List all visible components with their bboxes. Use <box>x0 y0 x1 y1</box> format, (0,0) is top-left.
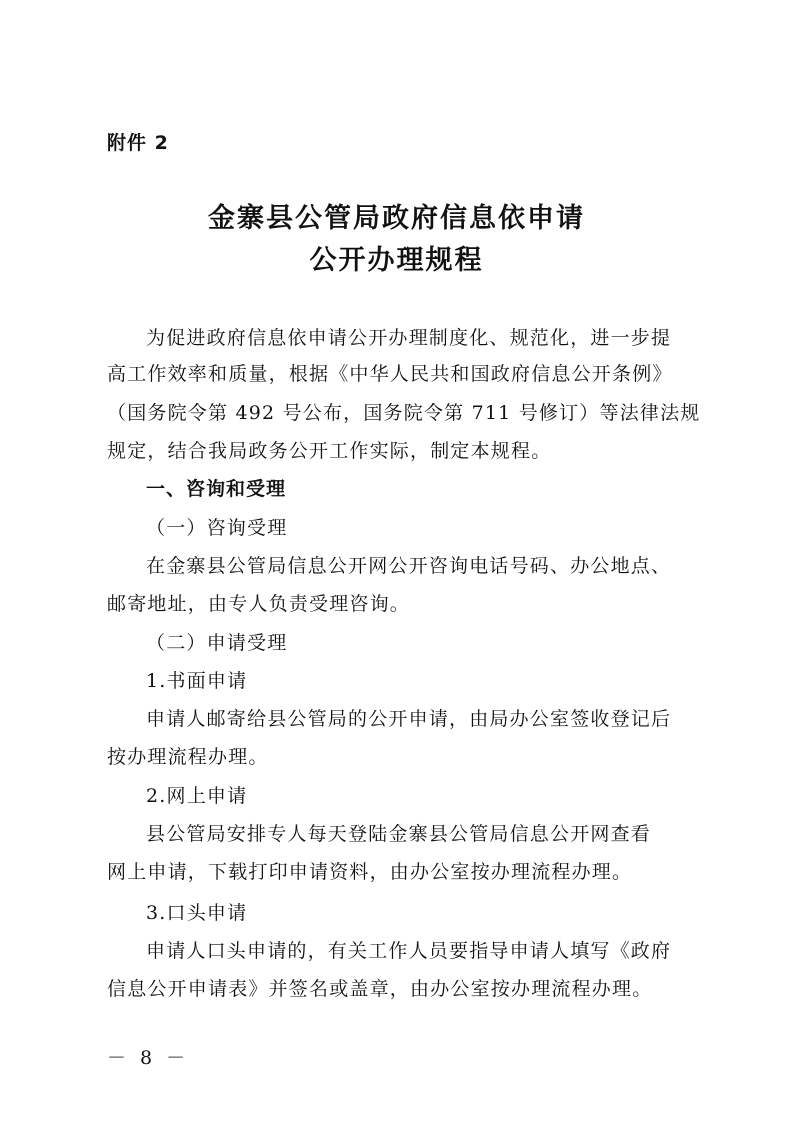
page-number: － 8 － <box>107 1047 190 1069</box>
subsection-heading-consult: （一）咨询受理 <box>146 517 288 539</box>
online-line-1: 县公管局安排专人每天登陆金寨县公管局信息公开网查看 <box>146 823 652 845</box>
intro-line-1: 为促进政府信息依申请公开办理制度化、规范化，进一步提 <box>146 327 672 349</box>
oral-line-2: 信息公开申请表》并签名或盖章，由办公室按办理流程办理。 <box>107 978 653 1000</box>
oral-line-1: 申请人口头申请的，有关工作人员要指导申请人填写《政府 <box>146 940 672 962</box>
document-title-line-2: 公开办理规程 <box>309 245 484 276</box>
item-heading-online: 2.网上申请 <box>146 785 248 807</box>
consult-line-2: 邮寄地址，由专人负责受理咨询。 <box>107 593 411 615</box>
item-heading-written: 1.书面申请 <box>146 670 248 692</box>
consult-line-1: 在金寨县公管局信息公开网公开咨询电话号码、办公地点、 <box>146 555 672 577</box>
online-line-2: 网上申请，下载打印申请资料，由办公室按办理流程办理。 <box>107 861 633 883</box>
document-title-line-1: 金寨县公管局政府信息依申请 <box>208 203 585 234</box>
subsection-heading-application: （二）申请受理 <box>146 632 288 654</box>
item-heading-oral: 3.口头申请 <box>146 902 248 924</box>
attachment-label: 附件 2 <box>107 132 169 154</box>
intro-line-3: （国务院令第 492 号公布，国务院令第 711 号修订）等法律法规 <box>107 402 701 424</box>
intro-line-4: 规定，结合我局政务公开工作实际，制定本规程。 <box>107 440 552 462</box>
intro-line-2: 高工作效率和质量，根据《中华人民共和国政府信息公开条例》 <box>107 363 673 385</box>
written-line-1: 申请人邮寄给县公管局的公开申请，由局办公室签收登记后 <box>146 708 672 730</box>
written-line-2: 按办理流程办理。 <box>107 746 269 768</box>
section-heading-consult-accept: 一、咨询和受理 <box>146 478 287 500</box>
